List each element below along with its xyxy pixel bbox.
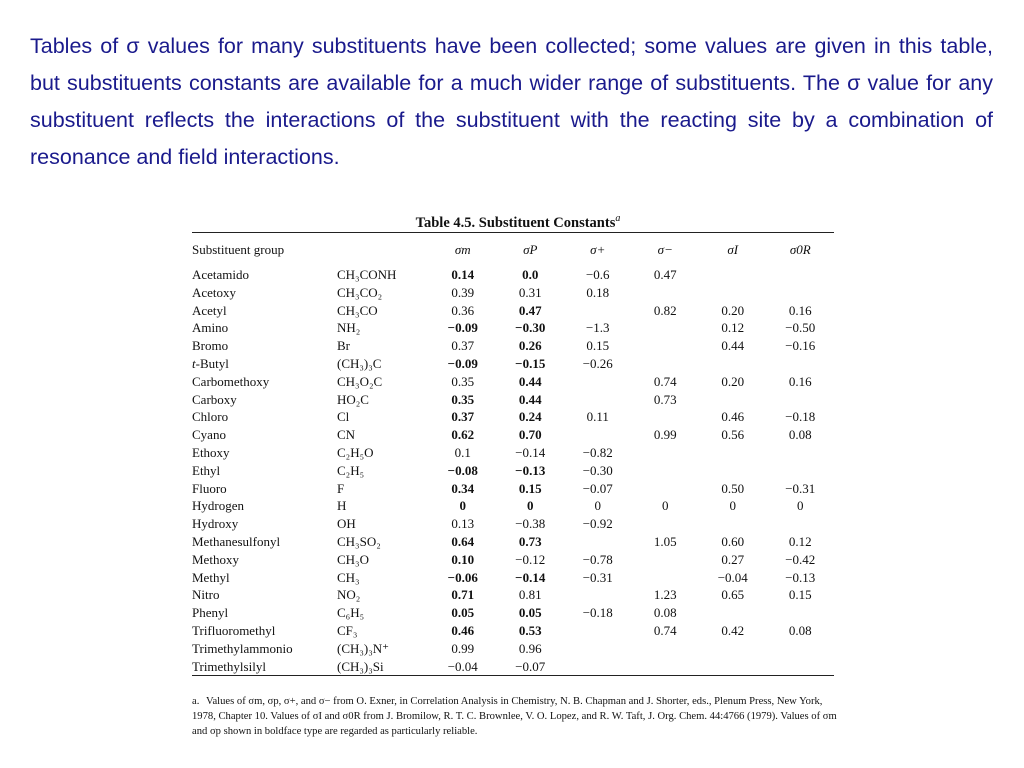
row-si-value [699,515,767,533]
row-sr-value: 0.16 [788,373,812,389]
row-si-value [699,444,767,462]
row-substituent-name: Bromo [192,338,229,354]
row-substituent-name: Phenyl [192,605,229,621]
table-row [192,284,834,302]
row-formula: (CH₃)₃N⁺ [337,640,390,656]
row-si-value: 0.12 [721,320,745,336]
table-row [192,533,834,551]
row-splus-value: 0.11 [586,409,609,425]
header-sigma-p: σP [523,241,538,257]
row-formula: CH₃ [337,569,360,585]
row-sp-value: 0.44 [518,391,542,407]
row-sr-value: −0.50 [785,320,816,336]
row-sm-value: 0.37 [451,338,475,354]
row-sr-value [767,604,835,622]
table-row [192,604,834,622]
row-sr-value: −0.42 [785,551,816,567]
row-sr-value [767,391,835,409]
table-row [192,355,834,373]
row-formula: CH₃CONH [337,267,397,282]
row-substituent-name: Methoxy [192,551,239,567]
row-formula: (CH₃)₃Si [337,658,384,674]
row-sm-value: 0.14 [451,267,475,282]
row-sminus-value: 0.08 [653,605,677,621]
row-formula: CH₃CO [337,302,378,318]
row-formula: F [337,480,345,496]
table-row [192,337,834,355]
row-substituent-name: t-Butyl [192,355,229,371]
row-splus-value: −0.6 [585,267,610,282]
row-sp-value: −0.12 [515,551,546,567]
row-si-value: 0.20 [721,373,745,389]
constants-table [192,233,834,675]
row-substituent-name: Nitro [192,587,220,603]
table-row [192,551,834,569]
table-title-footnote-mark: a [615,213,621,224]
row-sminus-value [632,480,700,498]
row-splus-value: −1.3 [585,320,610,336]
row-sm-value: 0.71 [451,587,475,603]
row-si-value [699,266,767,284]
row-sr-value [767,284,835,302]
row-sminus-value [632,337,700,355]
footnote-text: Values of σm, σp, σ+, and σ− from O. Exner, in Correlation Analysis in Chemistry, N. B. Chapman and J. Shorter, eds., Plenum Press, New York, 1978, Chapter 10. Values of σI and σ0R from J. Bromilow, R. T. C. Brownlee, V. O. Lopez, and R. W. Taft, J. Org. Chem. 44:4766 (1979). Values of σm and σp shown in boldface type are regarded as particularly reliable. [192,696,837,737]
row-substituent-name: Hydroxy [192,516,239,532]
table-footnote [192,694,837,739]
row-si-value: 0.65 [721,587,745,603]
row-splus-value: 0.18 [586,284,610,300]
row-sr-value: 0.16 [788,302,812,318]
row-sminus-value [632,355,700,373]
row-sm-value: 0.35 [451,373,475,389]
row-formula: OH [337,516,356,532]
row-sp-value: −0.38 [515,516,546,532]
table-row [192,302,834,320]
row-substituent-name: Cyano [192,427,226,443]
table-row [192,658,834,676]
row-sm-value: 0.35 [451,391,475,407]
row-splus-value: −0.78 [582,551,613,567]
row-formula: CH₃SO₂ [337,533,381,549]
row-splus-value [564,586,632,604]
row-si-value: 0.46 [721,409,745,425]
row-sminus-value [632,515,700,533]
row-si-value: −0.04 [717,569,748,585]
row-sminus-value: 0.82 [653,302,677,318]
row-sminus-value [632,462,700,480]
row-sp-value: 0.53 [518,622,542,638]
row-sp-value: 0.81 [518,587,542,603]
table-row [192,373,834,391]
row-si-value: 0.50 [721,480,745,496]
row-splus-value: −0.82 [582,444,613,460]
row-sr-value: 0.12 [788,533,812,549]
row-substituent-name: Trifluoromethyl [192,622,276,638]
row-substituent-name: Hydrogen [192,498,244,514]
table-bottom-rule [192,675,834,676]
table-title [192,206,834,232]
row-substituent-name: Methanesulfonyl [192,533,281,549]
row-sm-value: −0.09 [447,355,478,371]
row-splus-value: −0.18 [582,605,613,621]
table-row [192,569,834,587]
row-sm-value: 0.10 [451,551,475,567]
row-sm-value: 0.37 [451,409,475,425]
table-row [192,480,834,498]
row-sminus-value: 0.99 [653,427,677,443]
table-body [192,266,834,675]
row-sm-value: 0.62 [451,427,475,443]
row-formula: (CH₃)₃C [337,355,382,371]
table-row [192,444,834,462]
row-splus-value: −0.26 [582,355,613,371]
row-splus-value [564,533,632,551]
row-substituent-name: Ethoxy [192,444,230,460]
row-sr-value: 0.08 [788,622,812,638]
row-si-value: 0.20 [721,302,745,318]
row-splus-value [564,302,632,320]
row-substituent-name: Ethyl [192,462,221,478]
row-sm-value: 0.34 [451,480,475,496]
footnote-mark: a. [192,696,200,707]
row-splus-value: −0.92 [582,516,613,532]
row-formula: Cl [337,409,350,425]
row-sm-value: 0.46 [451,622,475,638]
row-sm-value: 0.39 [451,284,475,300]
row-sm-value: 0.36 [451,302,475,318]
header-sigma-i: σI [727,241,739,257]
row-sp-value: −0.15 [515,355,546,371]
row-substituent-name: Carboxy [192,391,237,407]
row-sr-value: 0 [797,498,804,514]
row-formula: NH₂ [337,320,361,336]
row-splus-value [564,426,632,444]
row-si-value: 0.60 [721,533,745,549]
row-formula: HO₂C [337,391,369,407]
row-substituent-name: Amino [192,320,229,336]
row-sr-value [767,658,835,676]
row-sr-value [767,640,835,658]
row-sm-value: 0.05 [451,605,475,621]
row-substituent-name: Chloro [192,409,229,425]
table-row [192,622,834,640]
row-substituent-name: Methyl [192,569,230,585]
row-si-value [699,462,767,480]
row-formula: NO₂ [337,587,361,603]
row-sminus-value [632,444,700,462]
row-splus-value [564,658,632,676]
row-sp-value: 0.47 [518,302,542,318]
header-sigma-m: σm [454,241,471,257]
row-sminus-value [632,569,700,587]
table-header-row [192,233,834,266]
row-formula: CH₃O₂C [337,373,383,389]
row-splus-value: −0.07 [582,480,613,496]
row-sp-value: 0.96 [518,640,542,656]
row-sminus-value [632,551,700,569]
row-sm-value: −0.09 [447,320,478,336]
row-splus-value: 0.15 [586,338,610,354]
header-sigma-minus: σ− [657,241,673,257]
row-sminus-value: 1.23 [653,587,677,603]
table-row [192,640,834,658]
header-sigma-plus: σ+ [590,241,606,257]
row-sm-value: 0.1 [454,444,471,460]
row-substituent-name: Acetoxy [192,284,237,300]
row-si-value [699,355,767,373]
row-sr-value [767,444,835,462]
row-formula: C₂H₅O [337,444,374,460]
table-row [192,586,834,604]
table-row [192,266,834,284]
row-formula: CN [337,427,356,443]
row-sp-value: 0.0 [522,267,539,282]
row-substituent-name: Trimethylammonio [192,640,293,656]
row-si-value [699,658,767,676]
row-sm-value: 0.64 [451,533,475,549]
row-formula: H [337,498,347,514]
table-row [192,462,834,480]
row-sminus-value: 0.74 [653,622,677,638]
row-sp-value: 0.73 [518,533,542,549]
row-substituent-name: Acetyl [192,302,227,318]
row-formula: Br [337,338,350,354]
row-splus-value: 0 [594,498,601,514]
row-sr-value: 0.15 [788,587,812,603]
table-row [192,408,834,426]
row-sr-value: 0.08 [788,427,812,443]
row-substituent-name: Carbomethoxy [192,373,270,389]
row-sminus-value [632,319,700,337]
row-sm-value: 0.99 [451,640,475,656]
row-sp-value: 0.31 [518,284,542,300]
row-sm-value: 0.13 [451,516,475,532]
row-sp-value: 0.15 [518,480,542,496]
row-sminus-value [632,284,700,302]
row-sr-value [767,355,835,373]
table-row [192,426,834,444]
row-sminus-value: 0 [662,498,669,514]
row-sminus-value: 1.05 [653,533,677,549]
row-sp-value: −0.14 [515,444,546,460]
row-sr-value: −0.16 [785,338,816,354]
row-splus-value [564,622,632,640]
row-sp-value: −0.30 [515,320,546,336]
row-sminus-value: 0.74 [653,373,677,389]
row-formula: CH₃CO₂ [337,284,383,300]
row-sr-value: −0.31 [785,480,816,496]
row-sp-value: 0 [527,498,534,514]
row-sminus-value [632,408,700,426]
row-si-value: 0 [729,498,736,514]
row-substituent-name: Fluoro [192,480,227,496]
row-formula: C₂H₅ [337,462,365,478]
table-row [192,391,834,409]
row-splus-value: −0.31 [582,569,613,585]
row-formula: C₆H₅ [337,605,365,621]
row-si-value [699,640,767,658]
row-si-value: 0.42 [721,622,745,638]
row-sminus-value: 0.47 [653,267,677,282]
row-sminus-value [632,658,700,676]
row-sminus-value: 0.73 [653,391,677,407]
table-title-text: Table 4.5. Substituent Constants [415,214,616,231]
header-substituent-group: Substituent group [192,241,285,257]
row-sp-value: −0.13 [515,462,546,478]
row-si-value: 0.27 [721,551,745,567]
row-sm-value: −0.06 [447,569,478,585]
row-sm-value: −0.08 [447,462,478,478]
row-sr-value [767,266,835,284]
row-sr-value: −0.13 [785,569,816,585]
row-splus-value [564,391,632,409]
row-formula: CF₃ [337,622,358,638]
intro-paragraph: Tables of σ values for many substituents have been collected; some values are given in this table, but substituents constants are available for a much wider range of substituents. The σ value for any substituent reflects the interactions of the substituent with the reacting site by a combination of resonance and field interactions. [30,34,993,169]
row-sp-value: 0.70 [518,427,542,443]
table-row [192,497,834,515]
row-substituent-name: Acetamido [192,267,250,282]
header-sigma-r: σ0R [789,241,811,257]
row-sp-value: −0.07 [515,658,546,674]
row-si-value: 0.56 [721,427,745,443]
table-row [192,319,834,337]
row-splus-value [564,640,632,658]
row-sr-value: −0.18 [785,409,816,425]
row-formula: CH₃O [337,551,369,567]
row-sp-value: 0.26 [518,338,542,354]
substituent-constants-table [192,206,834,676]
row-sminus-value [632,640,700,658]
row-sr-value [767,462,835,480]
row-substituent-name: Trimethylsilyl [192,658,266,674]
row-si-value [699,604,767,622]
row-si-value: 0.44 [721,338,745,354]
row-sm-value: 0 [459,498,466,514]
row-sm-value: −0.04 [447,658,478,674]
row-sp-value: −0.14 [515,569,546,585]
row-sp-value: 0.05 [518,605,542,621]
table-row [192,515,834,533]
row-splus-value: −0.30 [582,462,613,478]
row-si-value [699,391,767,409]
row-sp-value: 0.44 [518,373,542,389]
row-si-value [699,284,767,302]
row-sr-value [767,515,835,533]
row-sp-value: 0.24 [518,409,542,425]
row-splus-value [564,373,632,391]
